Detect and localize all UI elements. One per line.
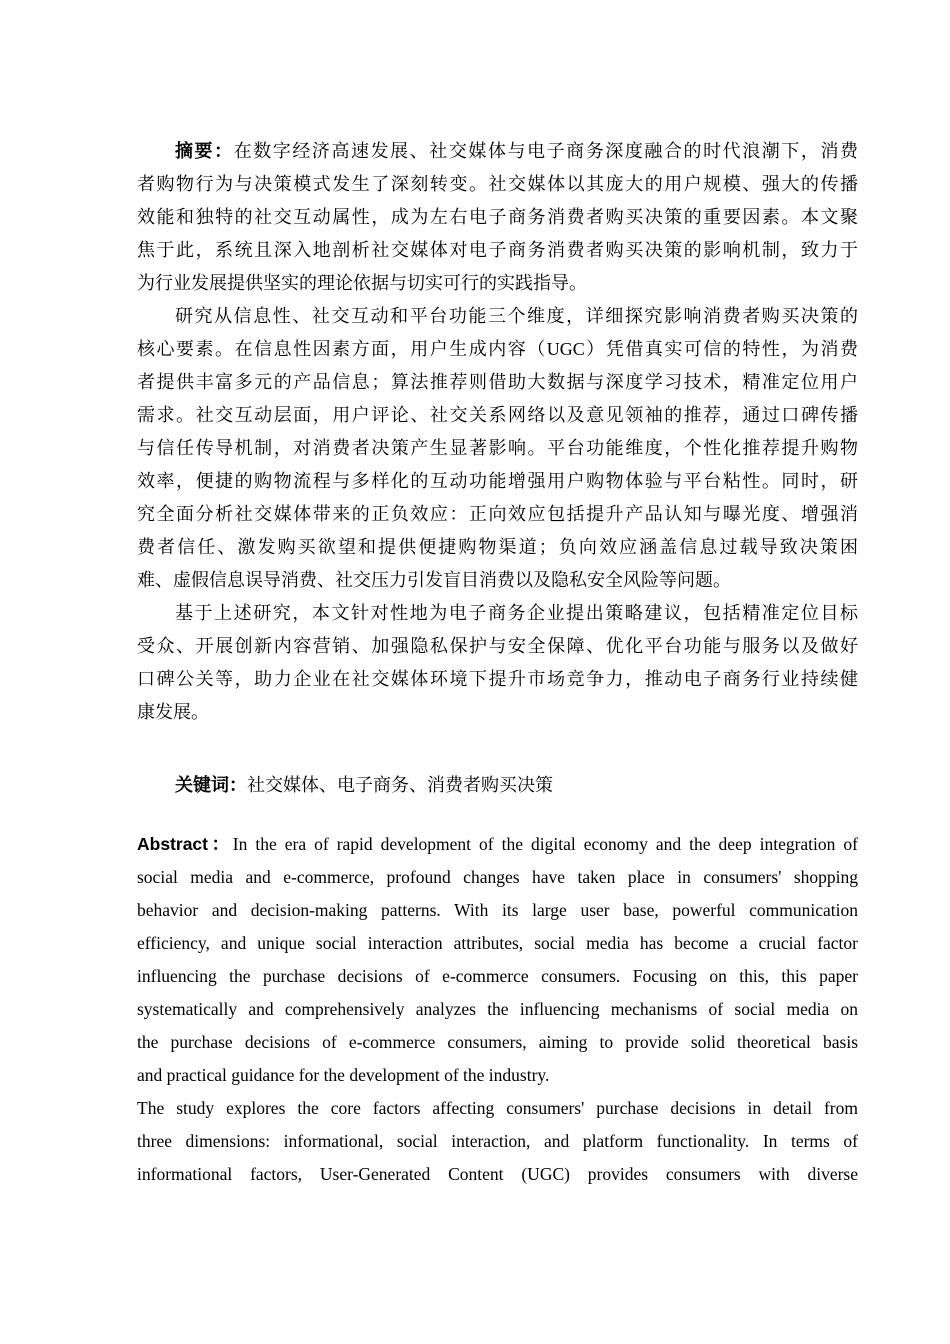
line-text: 费者信任、激发购买欲望和提供便捷购物渠道；负向效应涵盖信息过载导致决策困 [137, 537, 858, 557]
line-text: 者提供丰富多元的产品信息；算法推荐则借助大数据与深度学习技术，精准定位用户 [137, 372, 858, 392]
text-line [137, 1092, 858, 1125]
line-text: 为行业发展提供坚实的理论依据与切实可行的实践指导。 [137, 273, 587, 293]
text-line [137, 465, 858, 498]
line-text: 口碑公关等，助力企业在社交媒体环境下提升市场竞争力，推动电子商务行业持续健 [137, 669, 858, 689]
line-text: In the era of rapid development of the digital economy and the deep integration of [232, 834, 858, 854]
abstract-cn-paragraph-2 [137, 300, 858, 597]
line-text: 者购物行为与决策模式发生了深刻转变。社交媒体以其庞大的用户规模、强大的传播 [137, 174, 858, 194]
line-text: 研究从信息性、社交互动和平台功能三个维度，详细探究影响消费者购买决策的 [175, 306, 858, 326]
abstract-en-paragraph-1 [137, 828, 858, 1092]
line-text: 康发展。 [137, 702, 209, 722]
line-text: efficiency, and unique social interaction attributes, social media has become a crucial factor [137, 933, 858, 953]
line-text: 受众、开展创新内容营销、加强隐私保护与安全保障、优化平台功能与服务以及做好 [137, 636, 858, 656]
line-text: three dimensions: informational, social interaction, and platform functionality. In terms of [137, 1131, 858, 1151]
abstract-cn-paragraph-1 [137, 135, 858, 300]
text-line [137, 333, 858, 366]
line-text: 究全面分析社交媒体带来的正负效应：正向效应包括提升产品认知与曝光度、增强消 [137, 504, 858, 524]
line-text: 基于上述研究，本文针对性地为电子商务企业提出策略建议，包括精准定位目标 [175, 603, 858, 623]
text-line [137, 894, 858, 927]
text-line [137, 300, 858, 333]
text-line [137, 1158, 858, 1191]
section-label: Abstract： [137, 834, 233, 854]
line-text: 核心要素。在信息性因素方面，用户生成内容（UGC）凭借真实可信的特性，为消费 [137, 339, 858, 359]
text-line [137, 696, 858, 729]
text-line [137, 201, 858, 234]
text-line [137, 432, 858, 465]
line-text: The study explores the core factors affecting consumers' purchase decisions in detail from [137, 1098, 858, 1118]
line-text: 效率，便捷的购物流程与多样化的互动功能增强用户购物体验与平台粘性。同时，研 [137, 471, 858, 491]
line-text: influencing the purchase decisions of e-commerce consumers. Focusing on this, this paper [137, 966, 858, 986]
text-line [137, 993, 858, 1026]
keywords-cn [137, 769, 858, 802]
line-text: 焦于此，系统且深入地剖析社交媒体对电子商务消费者购买决策的影响机制，致力于 [137, 240, 858, 260]
text-line [137, 531, 858, 564]
line-text: 难、虚假信息误导消费、社交压力引发盲目消费以及隐私安全风险等问题。 [137, 570, 731, 590]
line-text: 与信任传导机制，对消费者决策产生显著影响。平台功能维度，个性化推荐提升购物 [137, 438, 858, 458]
line-text: the purchase decisions of e-commerce consumers, aiming to provide solid theoretical basis [137, 1032, 858, 1052]
text-line [137, 135, 858, 168]
line-text: social media and e-commerce, profound changes have taken place in consumers' shopping [137, 867, 858, 887]
line-text: and practical guidance for the development of the industry. [137, 1065, 550, 1085]
text-line [137, 267, 858, 300]
line-text: 效能和独特的社交互动属性，成为左右电子商务消费者购买决策的重要因素。本文聚 [137, 207, 858, 227]
keywords-label: 关键词： [175, 775, 247, 795]
text-line [137, 1026, 858, 1059]
text-line [137, 630, 858, 663]
line-text: systematically and comprehensively analyzes the influencing mechanisms of social media on [137, 999, 858, 1019]
text-line [137, 927, 858, 960]
text-line [137, 168, 858, 201]
text-line [137, 564, 858, 597]
line-text: 需求。社交互动层面，用户评论、社交关系网络以及意见领袖的推荐，通过口碑传播 [137, 405, 858, 425]
text-line [137, 861, 858, 894]
text-line [137, 960, 858, 993]
text-line [137, 1125, 858, 1158]
line-text: informational factors, User-Generated Content (UGC) provides consumers with diverse [137, 1164, 858, 1184]
text-line [137, 366, 858, 399]
document-page [137, 135, 858, 1191]
text-line [137, 597, 858, 630]
text-line [137, 399, 858, 432]
text-line [137, 498, 858, 531]
text-line [137, 1059, 858, 1092]
abstract-cn-paragraph-3 [137, 597, 858, 729]
abstract-en-paragraph-2 [137, 1092, 858, 1191]
text-line [137, 663, 858, 696]
line-text: 在数字经济高速发展、社交媒体与电子商务深度融合的时代浪潮下，消费 [233, 141, 859, 161]
text-line [137, 828, 858, 861]
line-text: behavior and decision-making patterns. With its large user base, powerful communication [137, 900, 858, 920]
section-label: 摘要： [175, 141, 234, 161]
keywords-value: 社交媒体、电子商务、消费者购买决策 [247, 775, 553, 795]
text-line [137, 234, 858, 267]
